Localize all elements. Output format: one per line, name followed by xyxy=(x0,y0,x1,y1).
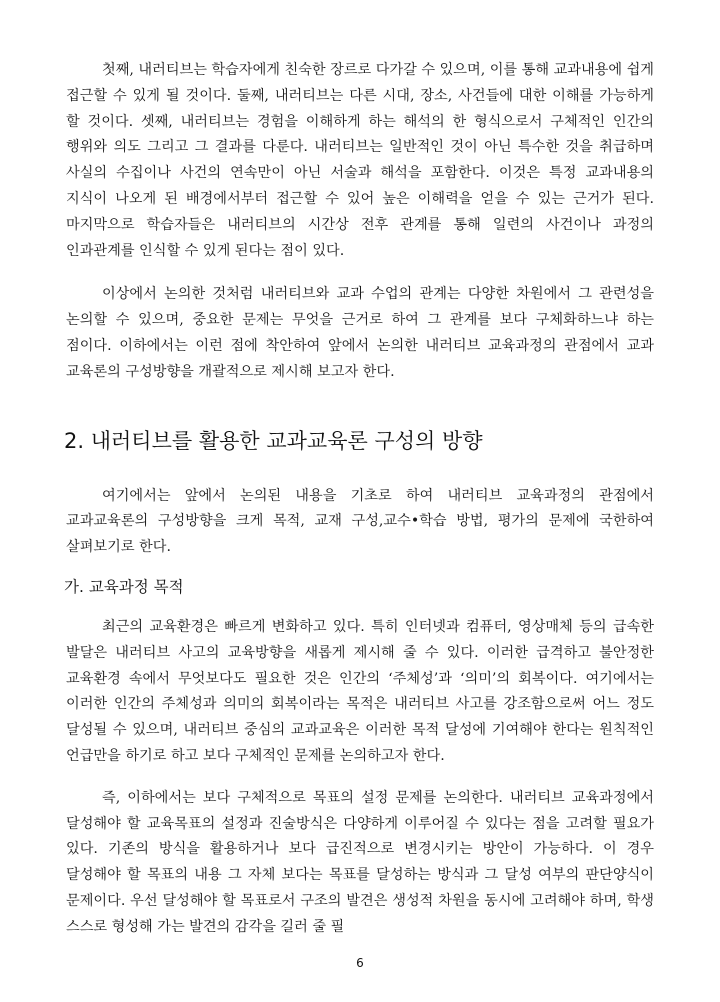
document-page xyxy=(66,58,654,941)
body-paragraph-4: 최근의 교육환경은 빠르게 변화하고 있다. 특히 인터넷과 컴퓨터, 영상매체 등의 급속한 발달은 내러티브 사고의 교육방향을 새롭게 제시해 줄 수 있다. 이러한 급격하고 불안정한 교육환경 속에서 무엇보다도 필요한 것은 인간의 ‘주체성’과 ‘의미’의 회복이다. 여기에서는 이러한 인간의 주체성과 의미의 회복이라는 목적은 내러티브 사고를 강조함으로써 어느 정도 달성될 수 있으며, 내러티브 중심의 교과교육은 이러한 목적 달성에 기여해야 한다는 원칙적인 언급만을 하기로 하고 보다 구체적인 문제를 논의하고자 한다. xyxy=(66,618,654,764)
page-number: 6 xyxy=(356,956,364,970)
body-paragraph-5: 즉, 이하에서는 보다 구체적으로 목표의 설정 문제를 논의한다. 내러티브 교육과정에서 달성해야 할 교육목표의 설정과 진술방식은 다양하게 이루어질 수 있다는 점을 고려할 필요가 있다. 기존의 방식을 활용하거나 보다 급진적으로 변경시키는 방안이 가능하다. 이 경우 달성해야 할 목표의 내용 그 자체 보다는 목표를 달성하는 방식과 그 달성 여부의 판단양식이 문제이다. 우선 달성해야 할 목표로서 구조의 발견은 생성적 차원을 동시에 고려해야 하며, 학생 스스로 형성해 가는 발견의 감각을 길러 줄 필 xyxy=(66,789,654,935)
body-paragraph-2: 이상에서 논의한 것처럼 내러티브와 교과 수업의 관계는 다양한 차원에서 그 관련성을 논의할 수 있으며, 중요한 문제는 무엇을 근거로 하여 그 관계를 보다 구체화하느냐 하는 점이다. 이하에서는 이런 점에 착안하여 앞에서 논의한 내러티브 교육과정의 관점에서 교과 교육론의 구성방향을 개괄적으로 제시해 보고자 한다. xyxy=(66,286,654,380)
section-heading: 2. 내러티브를 활용한 교과교육론 구성의 방향 xyxy=(64,428,483,453)
subsection-heading: 가. 교육과정 목적 xyxy=(64,577,184,596)
body-paragraph-3: 여기에서는 앞에서 논의된 내용을 기초로 하여 내러티브 교육과정의 관점에서 교과교육론의 구성방향을 크게 목적, 교재 구성,교수•학습 방법, 평가의 문제에 국한하여 살펴보기로 한다. xyxy=(66,487,654,556)
body-paragraph-1: 첫째, 내러티브는 학습자에게 친숙한 장르로 다가갈 수 있으며, 이를 통해 교과내용에 쉽게 접근할 수 있게 될 것이다. 둘째, 내러티브는 다른 시대, 장소, 사건들에 대한 이해를 가능하게 할 것이다. 셋째, 내러티브는 경험을 이해하게 하는 해석의 한 형식으로서 구체적인 인간의 행위와 의도 그리고 그 결과를 다룬다. 내러티브는 일반적인 것이 아닌 특수한 것을 취급하며 사실의 수집이나 사건의 연속만이 아닌 서술과 해석을 포함한다. 이것은 특정 교과내용의 지식이 나오게 된 배경에서부터 접근할 수 있어 높은 이해력을 얻을 수 있는 근거가 된다. 마지막으로 학습자들은 내러티브의 시간상 전후 관계를 통해 일련의 사건이나 과정의 인과관계를 인식할 수 있게 된다는 점이 있다. xyxy=(66,62,655,259)
